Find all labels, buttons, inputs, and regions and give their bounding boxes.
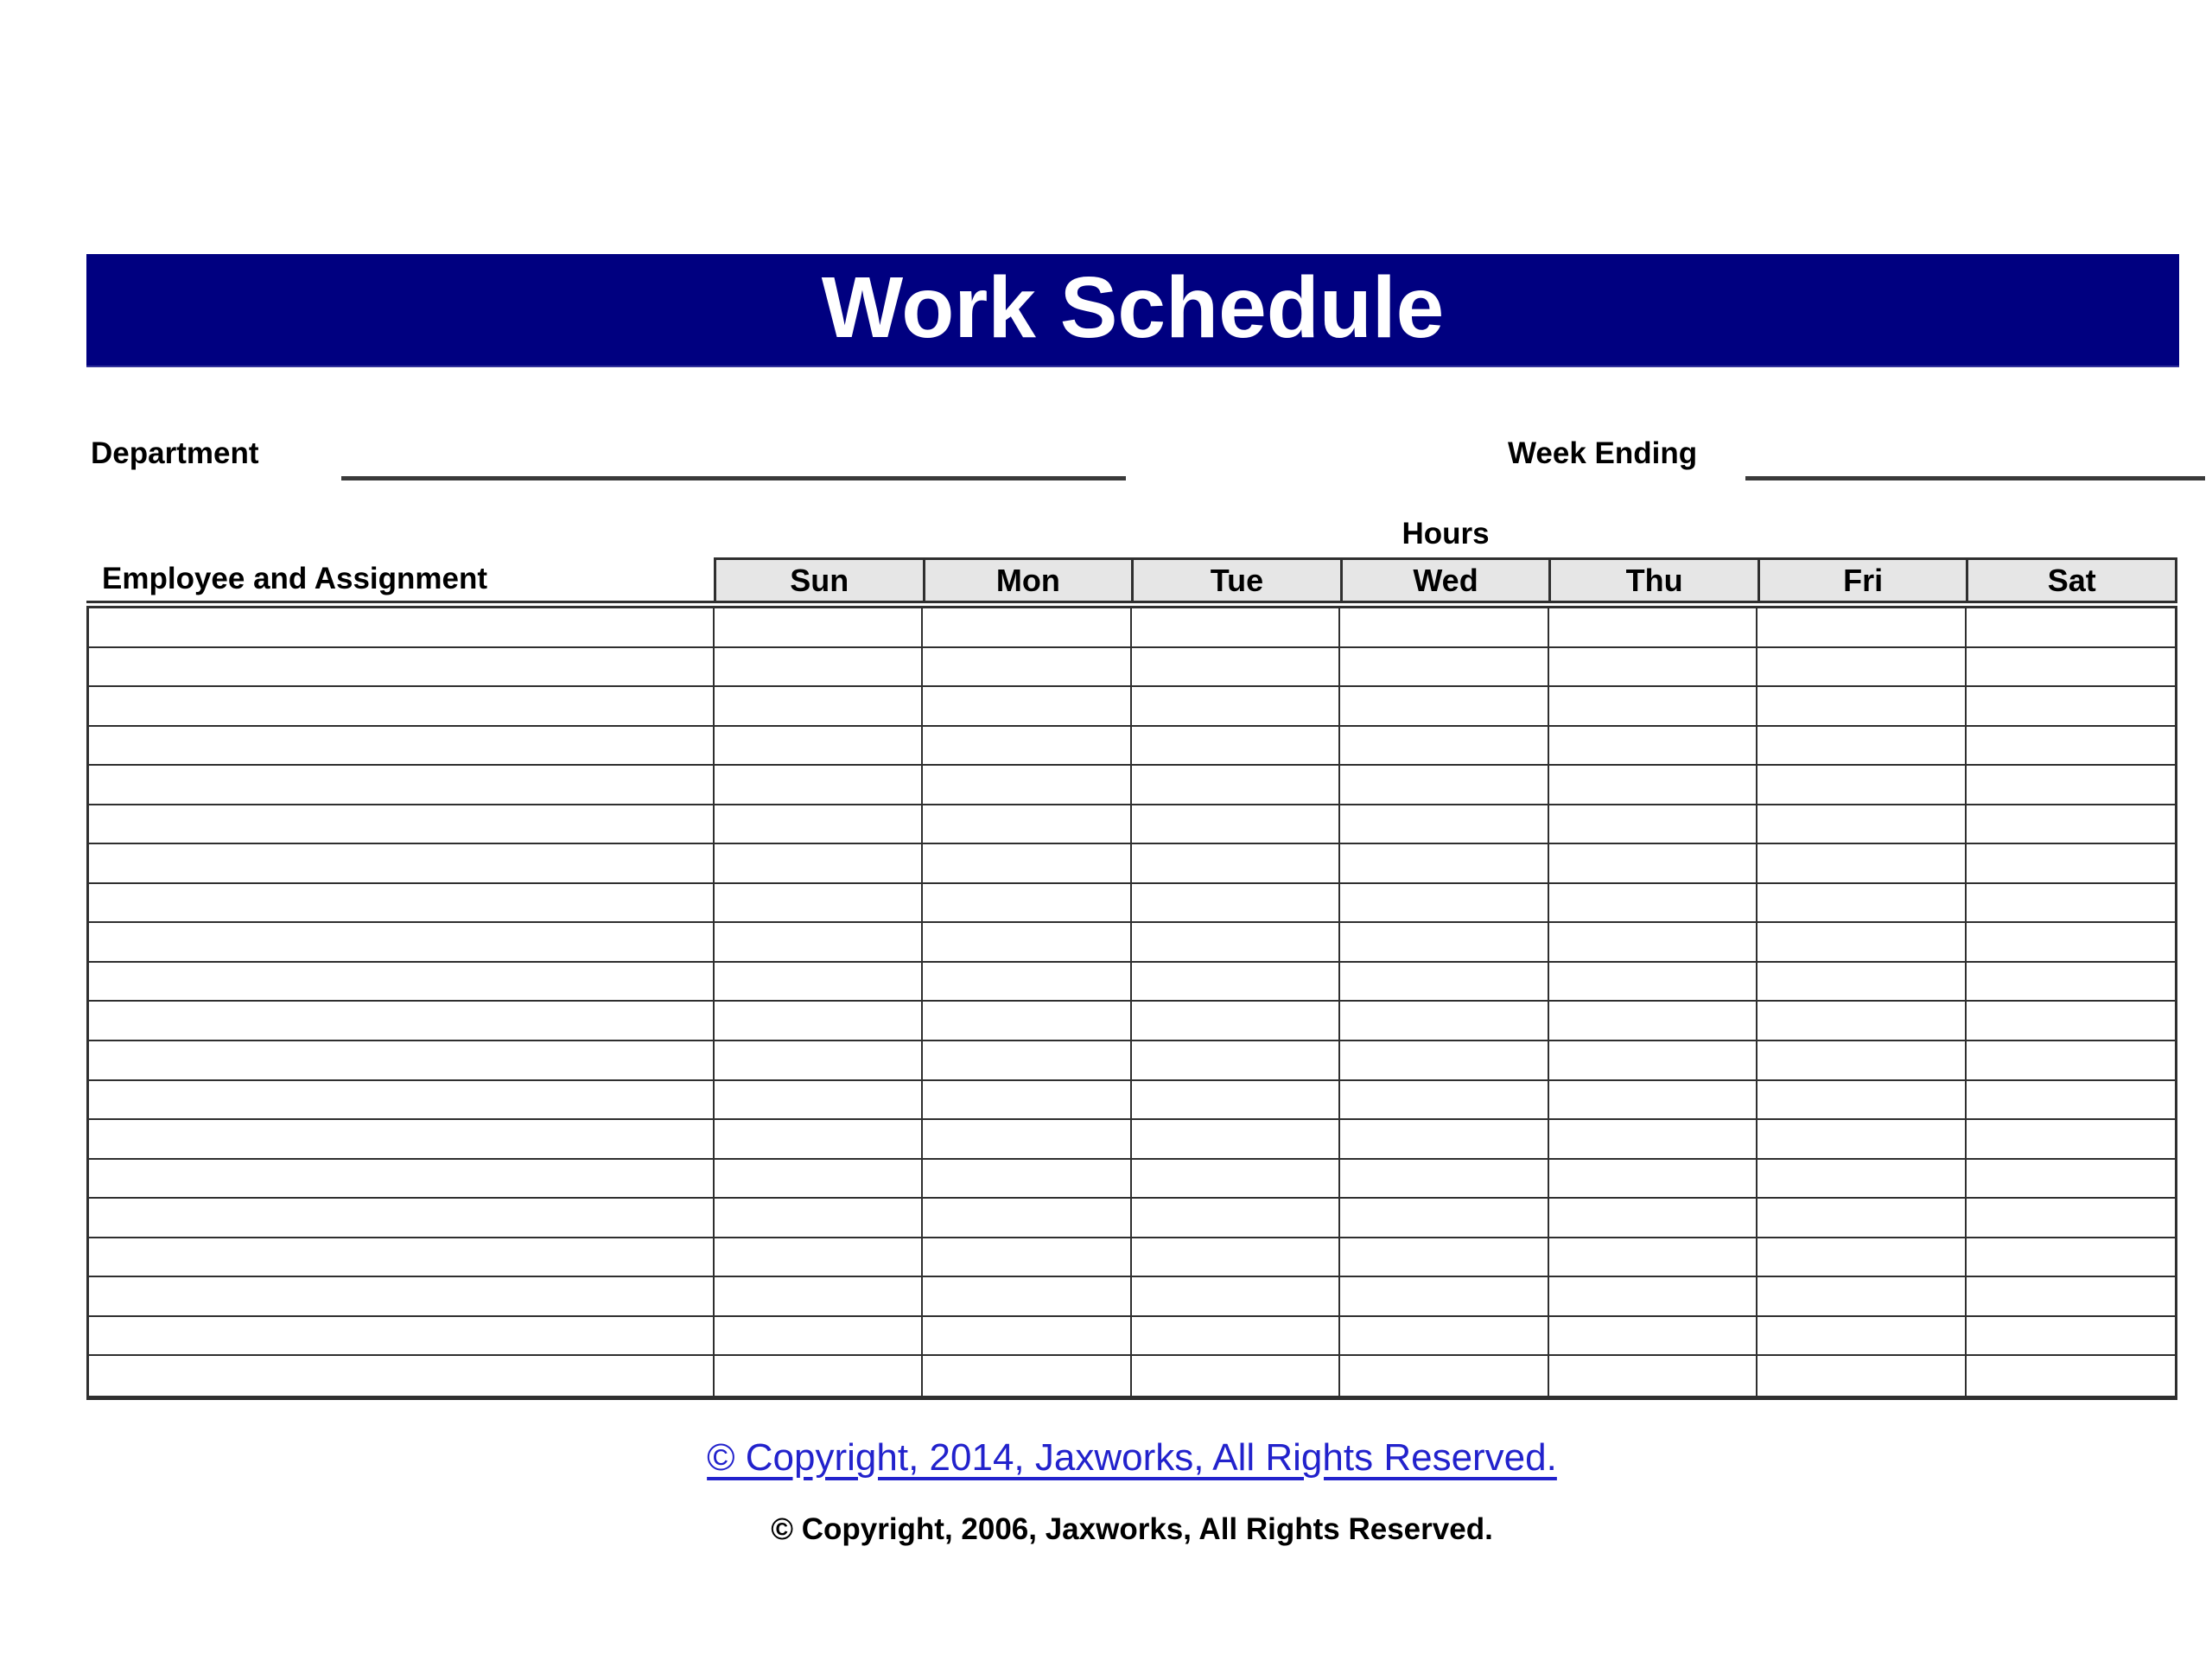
hours-cell[interactable] [1967, 1081, 2175, 1121]
day-header-thu: Thu [1548, 557, 1758, 601]
week-ending-input-line[interactable] [1745, 476, 2205, 480]
hours-cell[interactable] [1132, 1277, 1340, 1317]
hours-cell[interactable] [923, 844, 1131, 884]
hours-cell[interactable] [1758, 648, 1966, 688]
hours-cell[interactable] [1132, 648, 1340, 688]
hours-cell[interactable] [1340, 608, 1548, 648]
hours-cell[interactable] [715, 844, 923, 884]
copyright-2006-text: © Copyright, 2006, Jaxworks, All Rights Reserved. [771, 1512, 1493, 1546]
hours-cell[interactable] [1132, 884, 1340, 924]
hours-cell[interactable] [715, 1199, 923, 1238]
hours-cell[interactable] [1340, 1199, 1548, 1238]
hours-cell[interactable] [923, 1238, 1131, 1278]
hours-cell[interactable] [1340, 805, 1548, 845]
hours-cell[interactable] [1132, 963, 1340, 1002]
hours-cell[interactable] [1758, 805, 1966, 845]
hours-cell[interactable] [1967, 1356, 2175, 1396]
hours-cell[interactable] [1340, 844, 1548, 884]
header-divider [86, 601, 2177, 603]
hours-cell[interactable] [1340, 1160, 1548, 1200]
page-title: Work Schedule [821, 258, 1445, 356]
hours-cell[interactable] [1132, 727, 1340, 767]
hours-cell[interactable] [1132, 1002, 1340, 1041]
hours-cell[interactable] [1967, 608, 2175, 648]
hours-cell[interactable] [1967, 884, 2175, 924]
day-header-tue: Tue [1131, 557, 1340, 601]
hours-cell[interactable] [1549, 884, 1758, 924]
hours-cell[interactable] [1132, 1120, 1340, 1160]
hours-cell[interactable] [715, 1356, 923, 1396]
hours-cell[interactable] [1340, 1277, 1548, 1317]
hours-cell[interactable] [923, 1081, 1131, 1121]
hours-cell[interactable] [1967, 963, 2175, 1002]
hours-cell[interactable] [1340, 963, 1548, 1002]
hours-cell[interactable] [1758, 923, 1966, 963]
hours-cell[interactable] [1967, 1160, 2175, 1200]
hours-cell[interactable] [1340, 648, 1548, 688]
hours-cell[interactable] [1340, 1356, 1548, 1396]
hours-cell[interactable] [1758, 884, 1966, 924]
employee-cell[interactable] [89, 1002, 715, 1041]
hours-cell[interactable] [1967, 687, 2175, 727]
hours-cell[interactable] [715, 1081, 923, 1121]
hours-cell[interactable] [1549, 608, 1758, 648]
hours-cell[interactable] [923, 1160, 1131, 1200]
day-header-wed: Wed [1340, 557, 1549, 601]
hours-cell[interactable] [1967, 1199, 2175, 1238]
hours-cell[interactable] [923, 1120, 1131, 1160]
hours-cell[interactable] [923, 963, 1131, 1002]
hours-cell[interactable] [1758, 1238, 1966, 1278]
hours-cell[interactable] [1132, 923, 1340, 963]
hours-cell[interactable] [1758, 1081, 1966, 1121]
hours-cell[interactable] [1758, 766, 1966, 805]
hours-cell[interactable] [1758, 1120, 1966, 1160]
hours-cell[interactable] [715, 1160, 923, 1200]
hours-cell[interactable] [1549, 648, 1758, 688]
employee-cell[interactable] [89, 923, 715, 963]
hours-cell[interactable] [1132, 1041, 1340, 1081]
hours-cell[interactable] [1967, 1002, 2175, 1041]
hours-cell[interactable] [923, 687, 1131, 727]
hours-cell[interactable] [1549, 1356, 1758, 1396]
hours-cell[interactable] [923, 923, 1131, 963]
week-ending-label: Week Ending [1508, 436, 1698, 470]
hours-cell[interactable] [1967, 766, 2175, 805]
hours-cell[interactable] [1967, 1041, 2175, 1081]
hours-cell[interactable] [1758, 963, 1966, 1002]
hours-cell[interactable] [1967, 844, 2175, 884]
hours-cell[interactable] [1967, 648, 2175, 688]
employee-cell[interactable] [89, 844, 715, 884]
employee-cell[interactable] [89, 1356, 715, 1396]
hours-cell[interactable] [1967, 805, 2175, 845]
hours-cell[interactable] [715, 1041, 923, 1081]
hours-cell[interactable] [1340, 1041, 1548, 1081]
hours-cell[interactable] [1340, 766, 1548, 805]
employee-cell[interactable] [89, 1120, 715, 1160]
employee-cell[interactable] [89, 1160, 715, 1200]
employee-cell[interactable] [89, 1081, 715, 1121]
day-header-fri: Fri [1758, 557, 1967, 601]
hours-cell[interactable] [715, 1120, 923, 1160]
hours-cell[interactable] [1340, 1120, 1548, 1160]
hours-cell[interactable] [923, 608, 1131, 648]
hours-cell[interactable] [715, 1317, 923, 1357]
hours-cell[interactable] [1758, 844, 1966, 884]
hours-cell[interactable] [715, 766, 923, 805]
hours-cell[interactable] [715, 648, 923, 688]
day-header-sun: Sun [714, 557, 923, 601]
employee-cell[interactable] [89, 1317, 715, 1357]
hours-cell[interactable] [1132, 1238, 1340, 1278]
hours-cell[interactable] [715, 923, 923, 963]
hours-cell[interactable] [1340, 1317, 1548, 1357]
hours-cell[interactable] [1549, 687, 1758, 727]
hours-cell[interactable] [1758, 1199, 1966, 1238]
hours-cell[interactable] [1758, 1002, 1966, 1041]
hours-cell[interactable] [715, 805, 923, 845]
hours-cell[interactable] [1132, 1081, 1340, 1121]
employee-cell[interactable] [89, 1238, 715, 1278]
hours-cell[interactable] [1549, 805, 1758, 845]
hours-cell[interactable] [1758, 687, 1966, 727]
day-header-mon: Mon [923, 557, 1132, 601]
employee-cell[interactable] [89, 1041, 715, 1081]
hours-cell[interactable] [923, 648, 1131, 688]
hours-cell[interactable] [715, 884, 923, 924]
employee-cell[interactable] [89, 608, 715, 648]
hours-caption: Hours [1402, 517, 1490, 550]
hours-cell[interactable] [923, 1356, 1131, 1396]
hours-cell[interactable] [1132, 608, 1340, 648]
employee-cell[interactable] [89, 963, 715, 1002]
hours-cell[interactable] [1132, 1199, 1340, 1238]
day-header-sat: Sat [1966, 557, 2177, 601]
department-label: Department [91, 436, 259, 470]
hours-cell[interactable] [1132, 1356, 1340, 1396]
hours-cell[interactable] [1549, 1199, 1758, 1238]
employee-cell[interactable] [89, 1199, 715, 1238]
hours-cell[interactable] [923, 805, 1131, 845]
hours-cell[interactable] [1758, 1317, 1966, 1357]
employee-assignment-header: Employee and Assignment [102, 562, 488, 595]
hours-cell[interactable] [923, 1199, 1131, 1238]
hours-cell[interactable] [1132, 1317, 1340, 1357]
hours-cell[interactable] [923, 1277, 1131, 1317]
hours-cell[interactable] [715, 608, 923, 648]
hours-cell[interactable] [1967, 923, 2175, 963]
schedule-body [86, 606, 2177, 1400]
hours-cell[interactable] [1549, 766, 1758, 805]
hours-cell[interactable] [715, 727, 923, 767]
employee-cell[interactable] [89, 648, 715, 688]
hours-cell[interactable] [715, 1002, 923, 1041]
hours-cell[interactable] [1758, 608, 1966, 648]
hours-cell[interactable] [1967, 1238, 2175, 1278]
hours-cell[interactable] [1758, 1356, 1966, 1396]
hours-cell[interactable] [1549, 1160, 1758, 1200]
hours-cell[interactable] [1967, 1317, 2175, 1357]
hours-cell[interactable] [1340, 1002, 1548, 1041]
hours-cell[interactable] [1340, 727, 1548, 767]
hours-cell[interactable] [1132, 1160, 1340, 1200]
hours-cell[interactable] [1967, 1120, 2175, 1160]
hours-cell[interactable] [715, 687, 923, 727]
hours-cell[interactable] [923, 1317, 1131, 1357]
hours-cell[interactable] [1132, 844, 1340, 884]
hours-cell[interactable] [1758, 1041, 1966, 1081]
hours-cell[interactable] [923, 1002, 1131, 1041]
employee-cell[interactable] [89, 884, 715, 924]
title-banner [86, 254, 2179, 367]
hours-cell[interactable] [1132, 766, 1340, 805]
hours-cell[interactable] [715, 1238, 923, 1278]
department-input-line[interactable] [341, 476, 1126, 480]
hours-cell[interactable] [1340, 1238, 1548, 1278]
hours-cell[interactable] [1340, 884, 1548, 924]
hours-cell[interactable] [1549, 1238, 1758, 1278]
hours-cell[interactable] [1132, 687, 1340, 727]
hours-cell[interactable] [1340, 687, 1548, 727]
employee-cell[interactable] [89, 805, 715, 845]
hours-cell[interactable] [923, 766, 1131, 805]
hours-cell[interactable] [923, 1041, 1131, 1081]
hours-cell[interactable] [1340, 1081, 1548, 1121]
hours-cell[interactable] [923, 727, 1131, 767]
hours-cell[interactable] [1549, 727, 1758, 767]
hours-cell[interactable] [1549, 1041, 1758, 1081]
hours-cell[interactable] [1967, 1277, 2175, 1317]
employee-cell[interactable] [89, 727, 715, 767]
employee-cell[interactable] [89, 766, 715, 805]
hours-cell[interactable] [923, 884, 1131, 924]
hours-cell[interactable] [1549, 923, 1758, 963]
hours-cell[interactable] [715, 1277, 923, 1317]
hours-cell[interactable] [1549, 1317, 1758, 1357]
hours-cell[interactable] [1549, 1277, 1758, 1317]
hours-cell[interactable] [1132, 805, 1340, 845]
hours-cell[interactable] [1549, 963, 1758, 1002]
hours-cell[interactable] [1549, 1081, 1758, 1121]
hours-cell[interactable] [1758, 727, 1966, 767]
table-header-row [86, 557, 2177, 601]
hours-cell[interactable] [1758, 1160, 1966, 1200]
hours-cell[interactable] [1549, 1120, 1758, 1160]
hours-cell[interactable] [1967, 727, 2175, 767]
employee-cell[interactable] [89, 1277, 715, 1317]
hours-cell[interactable] [1340, 923, 1548, 963]
hours-cell[interactable] [715, 963, 923, 1002]
copyright-2014-link[interactable]: © Copyright, 2014, Jaxworks, All Rights Reserved. [707, 1436, 1557, 1479]
employee-cell[interactable] [89, 687, 715, 727]
hours-cell[interactable] [1758, 1277, 1966, 1317]
hours-cell[interactable] [1549, 1002, 1758, 1041]
hours-cell[interactable] [1549, 844, 1758, 884]
